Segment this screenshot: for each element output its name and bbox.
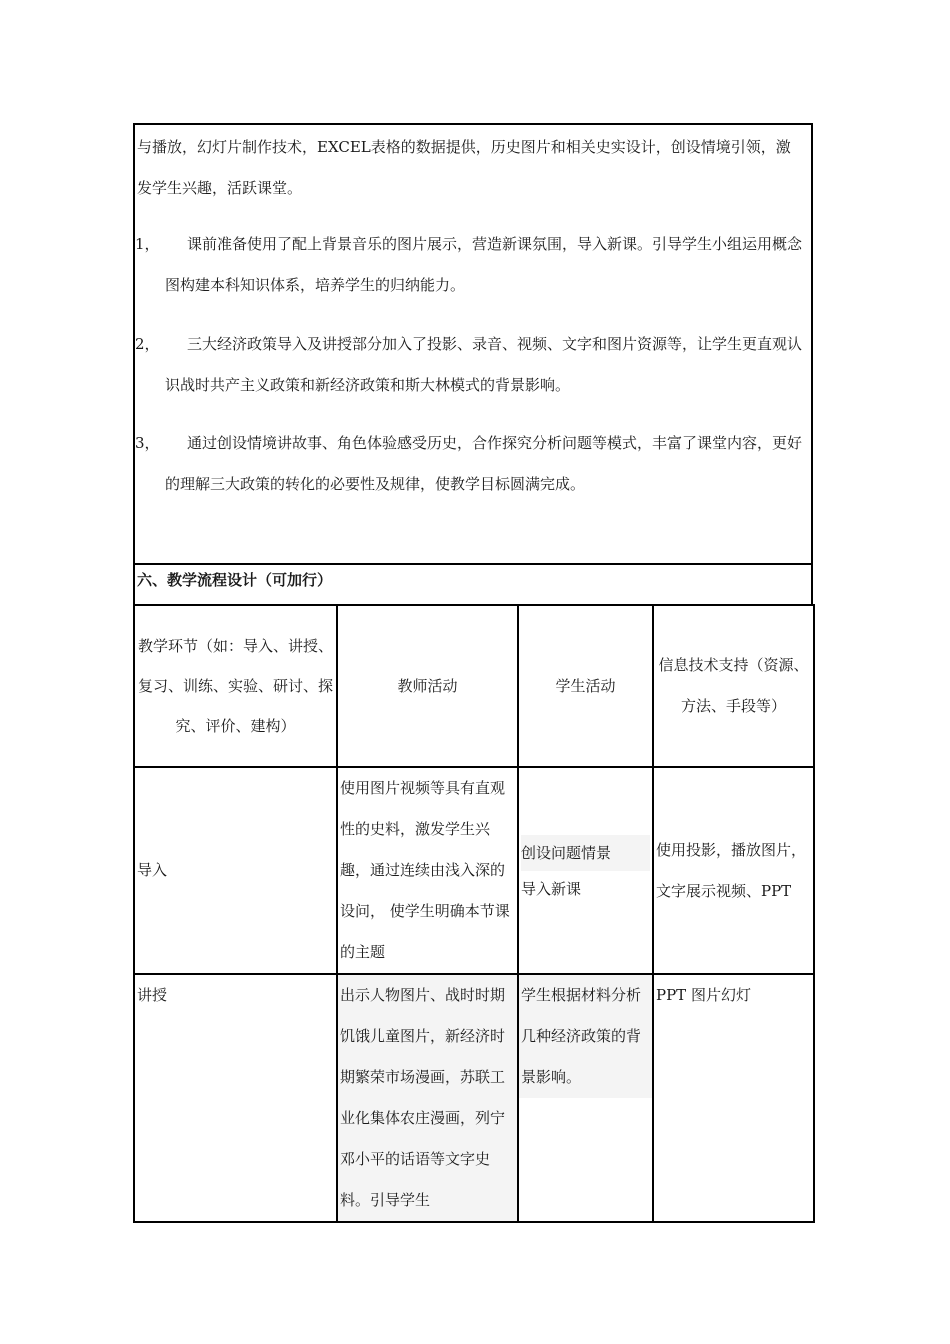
item-text: 三大经济政策导入及讲授部分加入了投影、录音、视频、文字和图片资源等，让学生更直观认识战时共产主义政策和新经济政策和斯大林模式的背景影响。 bbox=[165, 335, 803, 394]
tech-cell: PPT 图片幻灯 bbox=[653, 974, 814, 1222]
header-tech: 信息技术支持（资源、方法、手段等） bbox=[653, 605, 814, 767]
list-item bbox=[135, 423, 805, 505]
stage-cell: 导入 bbox=[134, 767, 337, 974]
header-stage: 教学环节（如：导入、讲授、复习、训练、实验、研讨、探究、评价、建构） bbox=[134, 605, 337, 767]
document-page bbox=[133, 123, 813, 1223]
item-number: 3， bbox=[135, 434, 160, 452]
student-cell: 学生根据材料分析几种经济政策的背景影响。 bbox=[518, 974, 653, 1222]
teacher-cell: 使用图片视频等具有直观性的史料，激发学生兴趣，通过连续由浅入深的设问， 使学生明确本节课的主题 bbox=[337, 767, 518, 974]
section-title: 六、教学流程设计（可加行） bbox=[133, 563, 813, 604]
intro-paragraph: 与播放，幻灯片制作技术，EXCEL表格的数据提供，历史图片和相关史实设计，创设情境引领，激发学生兴趣，活跃课堂。 bbox=[137, 138, 791, 197]
item-number: 1， bbox=[135, 235, 160, 253]
table-row bbox=[134, 767, 814, 974]
student-line: 导入新课 bbox=[521, 879, 582, 898]
item-text: 通过创设情境讲故事、角色体验感受历史，合作探究分析问题等模式，丰富了课堂内容，更好的理解三大政策的转化的必要性及规律，使教学目标圆满完成。 bbox=[165, 434, 803, 493]
header-student: 学生活动 bbox=[518, 605, 653, 767]
student-line: 创设问题情景 bbox=[521, 835, 650, 871]
student-cell bbox=[518, 767, 653, 974]
tech-cell: 使用投影，播放图片，文字展示视频、PPT bbox=[653, 767, 814, 974]
teaching-flow-table bbox=[133, 604, 815, 1223]
list-item bbox=[135, 324, 805, 406]
list-item bbox=[135, 224, 805, 306]
header-teacher: 教师活动 bbox=[337, 605, 518, 767]
intro-cell bbox=[133, 123, 813, 563]
stage-cell: 讲授 bbox=[134, 974, 337, 1222]
table-header-row bbox=[134, 605, 814, 767]
teacher-cell: 出示人物图片、战时时期饥饿儿童图片，新经济时期繁荣市场漫画，苏联工业化集体农庄漫画，列宁邓小平的话语等文字史料。引导学生 bbox=[337, 974, 518, 1222]
item-number: 2， bbox=[135, 335, 160, 353]
table-row bbox=[134, 974, 814, 1222]
item-text: 课前准备使用了配上背景音乐的图片展示，营造新课氛围，导入新课。引导学生小组运用概念图构建本科知识体系，培养学生的归纳能力。 bbox=[165, 235, 803, 294]
